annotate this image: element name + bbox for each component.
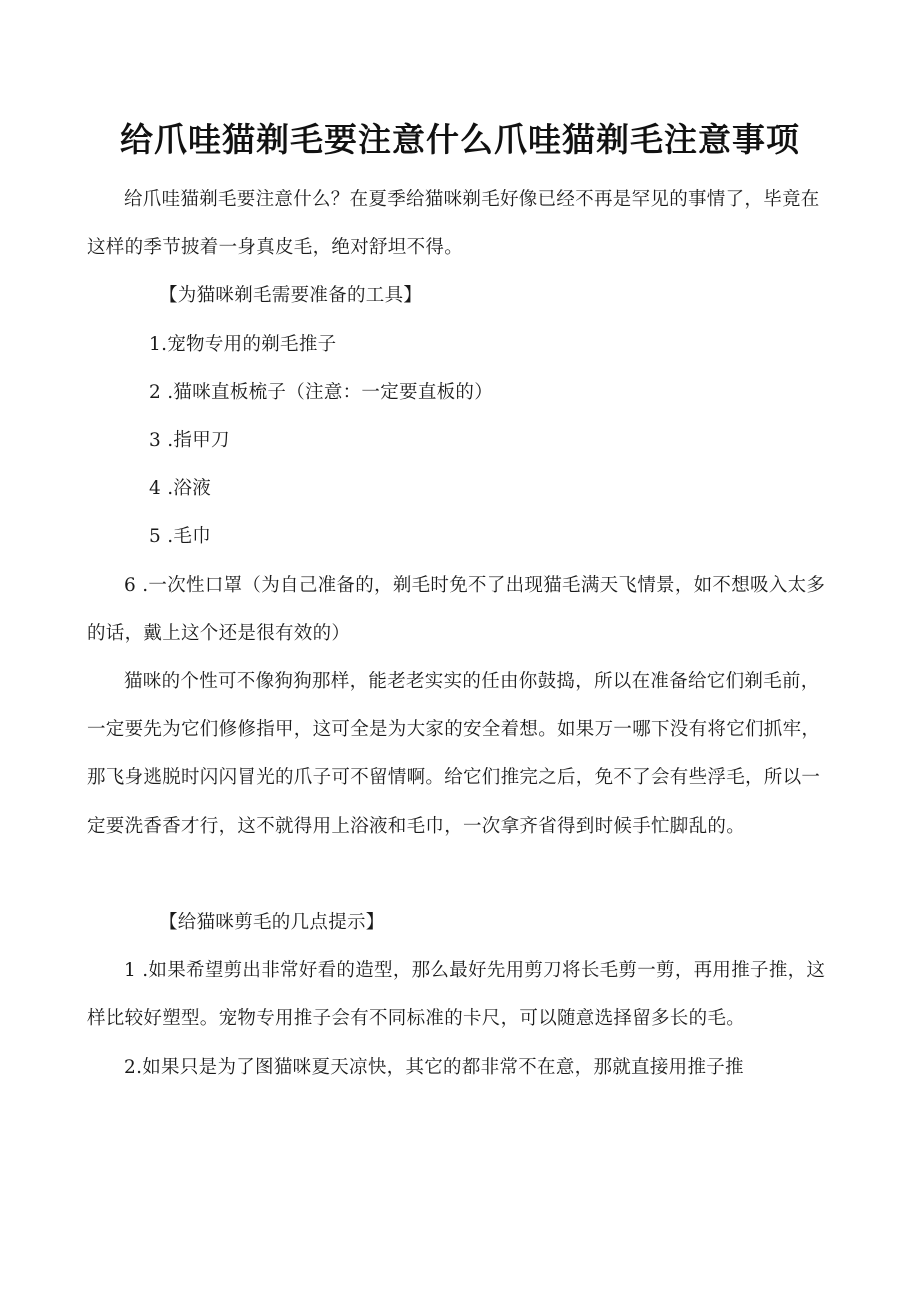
tool-item-2: 2 .猫咪直板梳子（注意：一定要直板的） (149, 381, 494, 403)
tips-heading: 【给猫咪剪毛的几点提示】 (159, 912, 385, 934)
tip-item-2: 2.如果只是为了图猫咪夏天凉快，其它的都非常不在意，那就直接用推子推 (124, 1056, 744, 1078)
page-title: 给爪哇猫剃毛要注意什么爪哇猫剃毛注意事项 (120, 120, 800, 159)
tool-item-3: 3 .指甲刀 (149, 430, 230, 452)
intro-paragraph: 给爪哇猫剃毛要注意什么？在夏季给猫咪剃毛好像已经不再是罕见的事情了，毕竟在这样的季节披着一身真皮毛，绝对舒坦不得。 (87, 189, 820, 259)
tool-item-6: 6 .一次性口罩（为自己准备的，剃毛时免不了出现猫毛满天飞情景，如不想吸入太多的话，戴上这个还是很有效的） (87, 574, 826, 644)
tool-item-4: 4 .浴液 (149, 478, 212, 500)
prep-paragraph: 猫咪的个性可不像狗狗那样，能老老实实的任由你鼓捣，所以在准备给它们剃毛前，一定要先为它们修修指甲，这可全是为大家的安全着想。如果万一哪下没有将它们抓牢，那飞身逃脱时闪闪冒光的爪子可不留情啊。给它们推完之后，免不了会有些浮毛，所以一定要洗香香才行，这不就得用上浴液和毛巾，一次拿齐省得到时候手忙脚乱的。 (87, 671, 821, 837)
tip-item-1: 1 .如果希望剪出非常好看的造型，那么最好先用剪刀将长毛剪一剪，再用推子推，这样比较好塑型。宠物专用推子会有不同标准的卡尺，可以随意选择留多长的毛。 (87, 960, 826, 1030)
blank-line (87, 851, 827, 899)
tools-heading: 【为猫咪剃毛需要准备的工具】 (159, 285, 423, 307)
article-body (87, 176, 827, 1092)
tool-item-5: 5 .毛巾 (149, 526, 212, 548)
tool-item-1: 1.宠物专用的剃毛推子 (149, 333, 337, 355)
